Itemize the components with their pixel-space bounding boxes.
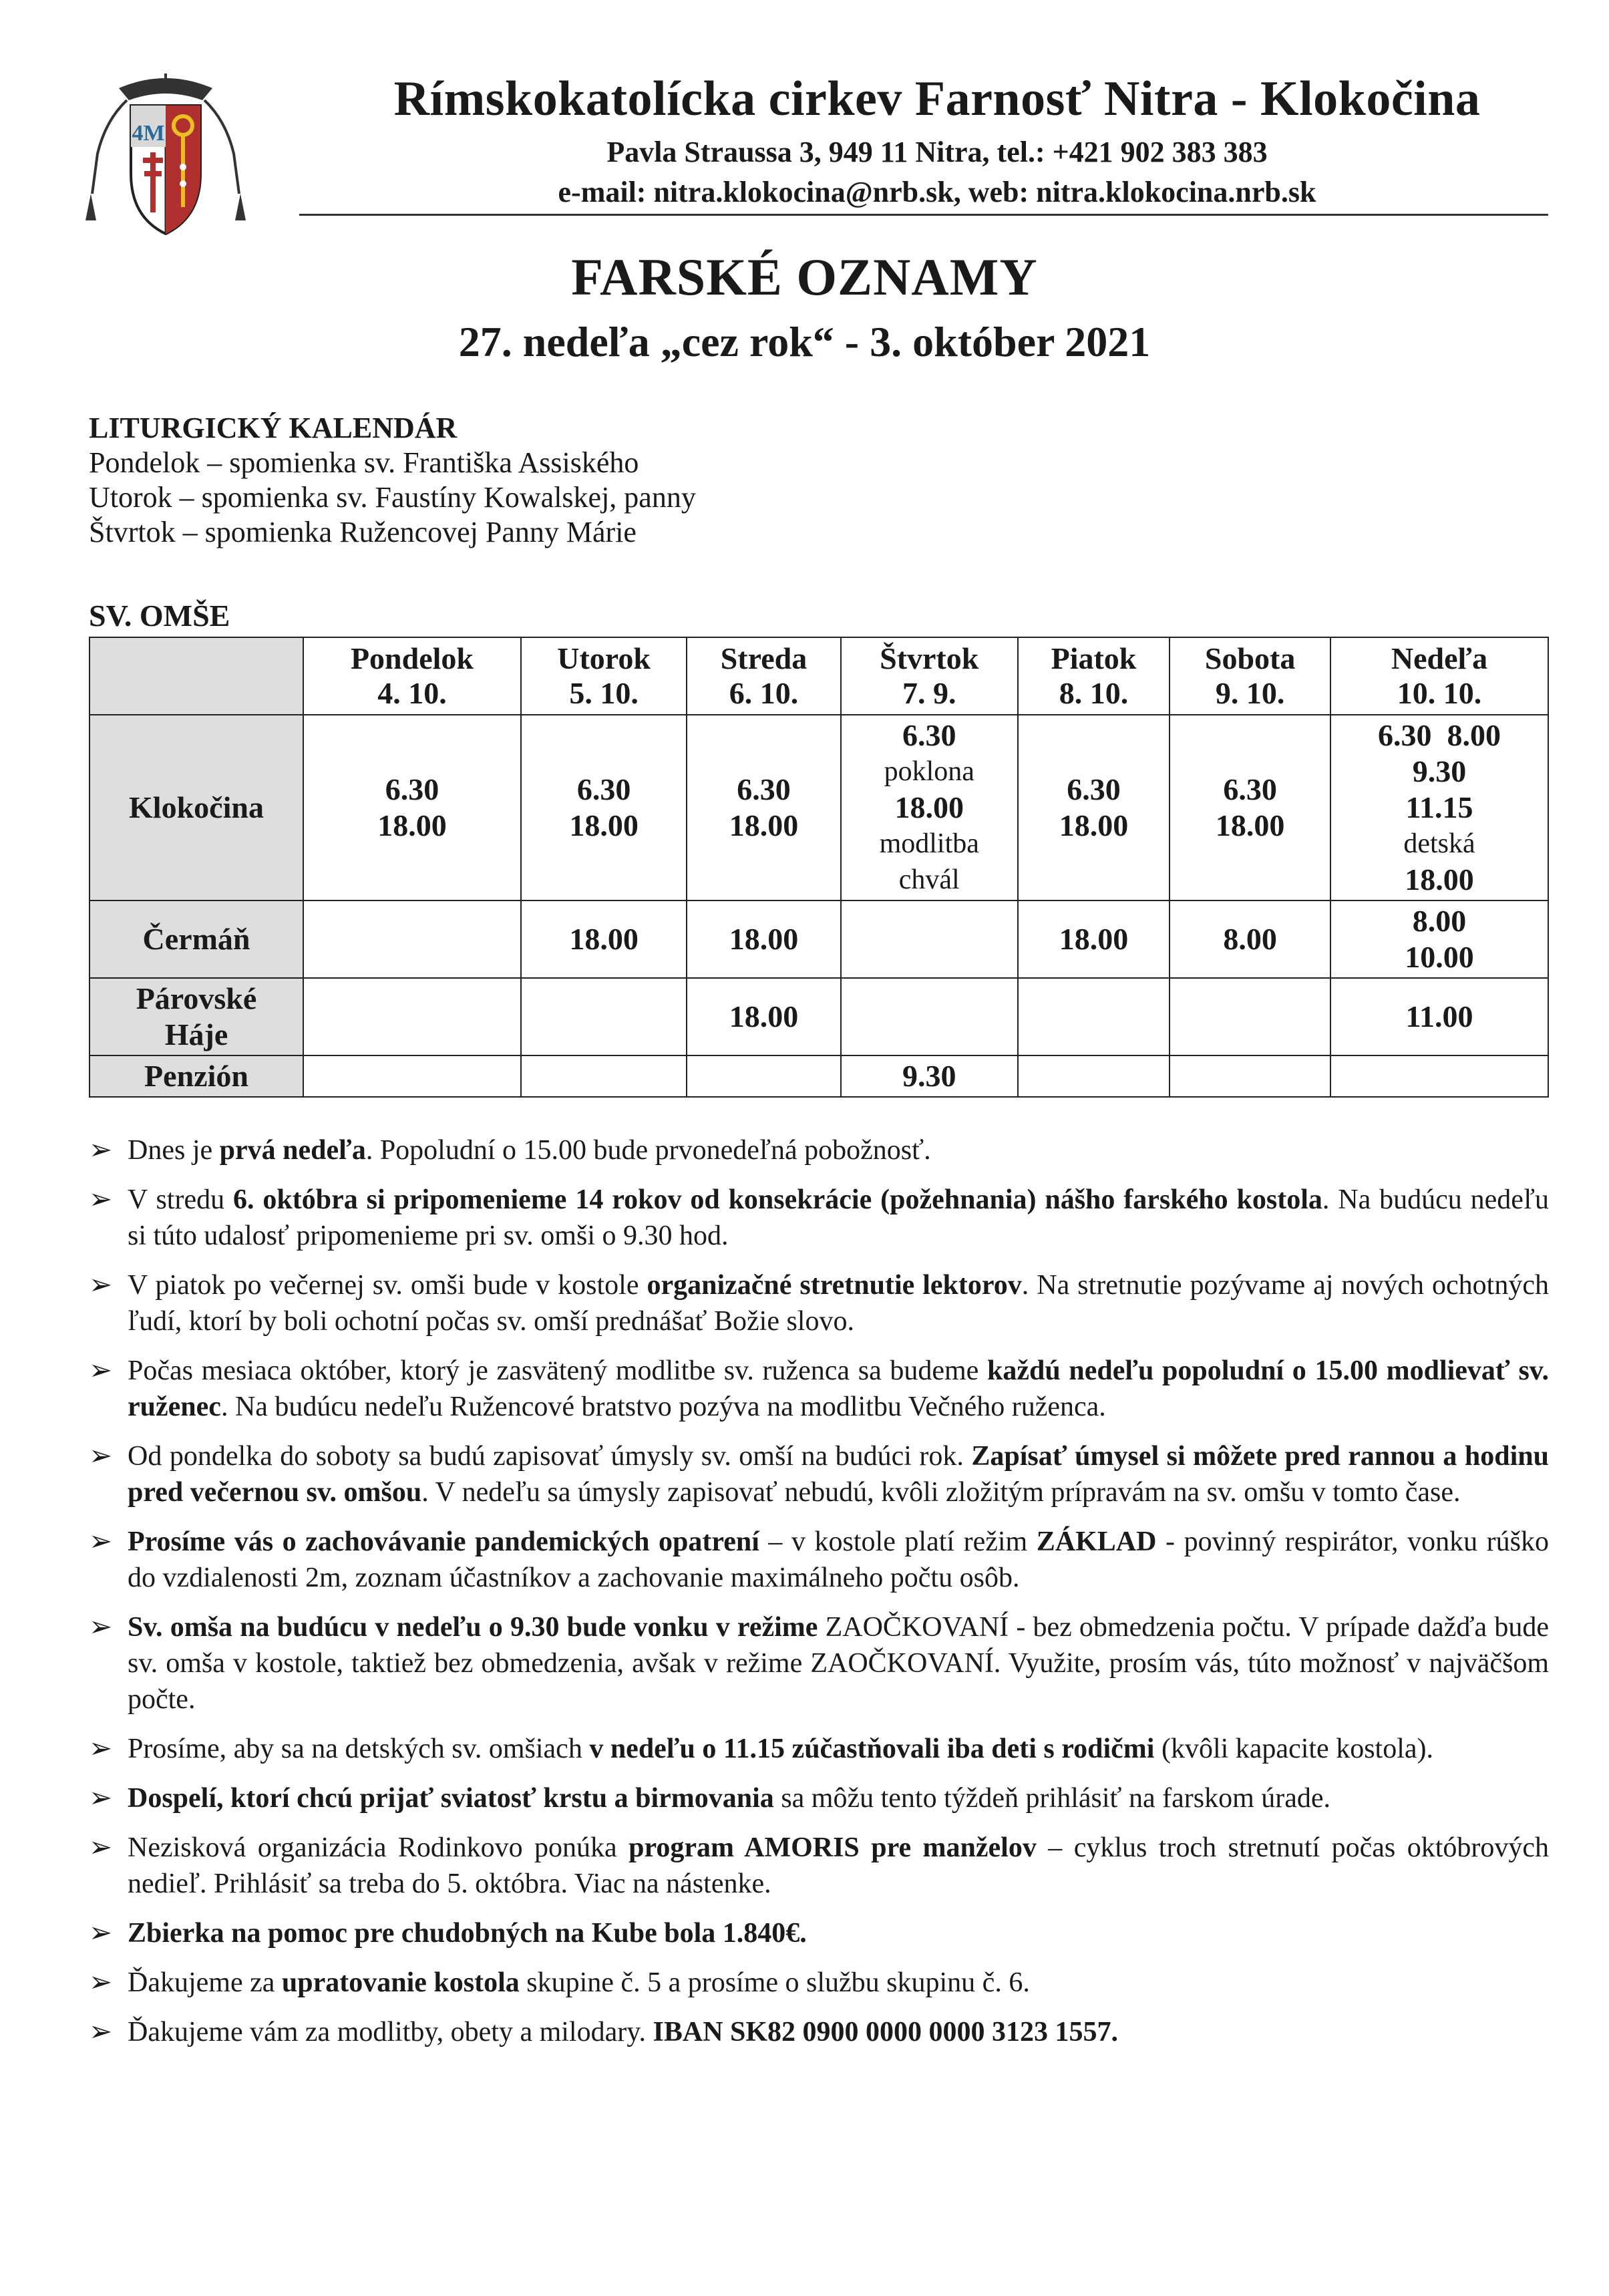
cell-parovske-mon [303,978,521,1055]
cell-klokocina-sun: 6.30 8.00 9.30 11.15 detská 18.00 [1330,715,1548,900]
table-row-cerman [90,900,1548,978]
crest-4m-text: 4M [132,121,165,146]
liturgical-calendar [89,411,696,550]
mass-schedule-table [89,637,1549,1098]
day-header-sat: Sobota 9. 10. [1170,637,1330,715]
cell-penzion-sun [1330,1055,1548,1097]
day-header-thu: Štvrtok 7. 9. [841,637,1018,715]
parish-contact: e-mail: nitra.klokocina@nrb.sk, web: nitra.klokocina.nrb.sk [558,176,1316,208]
arrow-bullet-icon: ➢ [89,1832,113,1863]
arrow-bullet-icon: ➢ [89,1184,113,1215]
crest-emblem [79,73,252,240]
announcement-item: ➢ Ďakujeme vám za modlitby, obety a milodary. IBAN SK82 0900 0000 0000 3123 1557. [89,2014,1549,2050]
calendar-heading: LITURGICKÝ KALENDÁR [89,412,458,444]
cell-klokocina-sat: 6.30 18.00 [1170,715,1330,900]
place-klokocina: Klokočina [90,715,303,900]
day-header-sun: Nedeľa 10. 10. [1330,637,1548,715]
cell-penzion-thu: 9.30 [841,1055,1018,1097]
day-header-mon: Pondelok 4. 10. [303,637,521,715]
cell-penzion-fri [1018,1055,1170,1097]
cell-parovske-sun: 11.00 [1330,978,1548,1055]
announcement-item: ➢ Prosíme, aby sa na detských sv. omšiach v nedeľu o 11.15 zúčastňovali iba deti s rodičmi (kvôli kapacite kostola). [89,1731,1549,1767]
cell-parovske-wed: 18.00 [687,978,840,1055]
cell-cerman-fri: 18.00 [1018,900,1170,978]
page-subtitle: 27. nedeľa „cez rok“ - 3. október 2021 [458,318,1151,365]
cell-klokocina-fri: 6.30 18.00 [1018,715,1170,900]
parish-crest [79,73,252,240]
cell-cerman-thu [841,900,1018,978]
cell-klokocina-mon: 6.30 18.00 [303,715,521,900]
arrow-bullet-icon: ➢ [89,1734,113,1764]
cell-cerman-sat: 8.00 [1170,900,1330,978]
parish-address: Pavla Straussa 3, 949 11 Nitra, tel.: +421 902 383 383 [606,136,1268,168]
cell-parovske-sat [1170,978,1330,1055]
announcement-item: ➢ Nezisková organizácia Rodinkovo ponúka program AMORIS pre manželov – cyklus troch stretnutí počas októbrových nedieľ. Prihlásiť sa treba do 5. októbra. Viac na nástenke. [89,1830,1549,1902]
header-divider [299,214,1548,216]
announcement-item: ➢ Prosíme vás o zachovávanie pandemických opatrení – v kostole platí režim ZÁKLAD - povinný respirátor, vonku rúško do vzdialenosti 2m, zoznam účastníkov a zachovanie maximálneho počtu osôb. [89,1524,1549,1596]
cell-cerman-mon [303,900,521,978]
table-row-parovske [90,978,1548,1055]
table-corner-cell [90,637,303,715]
announcement-item: ➢ Ďakujeme za upratovanie kostola skupine č. 5 a prosíme o službu skupinu č. 6. [89,1965,1549,2001]
announcements-list [89,1132,1549,2064]
arrow-bullet-icon: ➢ [89,1918,113,1949]
table-row-penzion [90,1055,1548,1097]
cell-klokocina-wed: 6.30 18.00 [687,715,840,900]
arrow-bullet-icon: ➢ [89,2017,113,2047]
announcement-item: ➢ Dospelí, ktorí chcú prijať sviatosť krstu a birmovania sa môžu tento týždeň prihlásiť na farskom úrade. [89,1780,1549,1816]
arrow-bullet-icon: ➢ [89,1526,113,1557]
arrow-bullet-icon: ➢ [89,1441,113,1472]
announcement-item: ➢ Dnes je prvá nedeľa. Popoludní o 15.00 bude prvonedeľná pobožnosť. [89,1132,1549,1168]
announcement-item: ➢ Zbierka na pomoc pre chudobných na Kube bola 1.840€. [89,1915,1549,1951]
place-parovske-haje: Párovské Háje [90,978,303,1055]
letterhead [79,67,1548,227]
place-penzion: Penzión [90,1055,303,1097]
page-title: FARSKÉ OZNAMY [571,248,1038,306]
day-header-wed: Streda 6. 10. [687,637,840,715]
cell-parovske-thu [841,978,1018,1055]
cell-cerman-sun: 8.00 10.00 [1330,900,1548,978]
cell-cerman-wed: 18.00 [687,900,840,978]
day-header-fri: Piatok 8. 10. [1018,637,1170,715]
cell-penzion-tue [521,1055,687,1097]
arrow-bullet-icon: ➢ [89,1355,113,1386]
cell-parovske-tue [521,978,687,1055]
calendar-line: Pondelok – spomienka sv. Františka Assiského [89,446,639,479]
announcement-item: ➢ Počas mesiaca október, ktorý je zasvätený modlitbe sv. ruženca sa budeme každú nedeľu popoludní o 15.00 modlievať sv. ruženec. Na budúcu nedeľu Ružencové bratstvo pozýva na modlitbu Večného ruženca. [89,1353,1549,1425]
cell-cerman-tue: 18.00 [521,900,687,978]
cell-klokocina-thu: 6.30 poklona 18.00 modlitba chvál [841,715,1018,900]
table-row-klokocina [90,715,1548,900]
day-header-tue: Utorok 5. 10. [521,637,687,715]
cell-klokocina-tue: 6.30 18.00 [521,715,687,900]
cell-penzion-mon [303,1055,521,1097]
calendar-line: Štvrtok – spomienka Ružencovej Panny Márie [89,516,637,548]
announcement-item: ➢ Sv. omša na budúcu v nedeľu o 9.30 bude vonku v režime ZAOČKOVANÍ - bez obmedzenia počtu. V prípade dažďa bude sv. omša v kostole, taktiež bez obmedzenia, avšak v režime ZAOČKOVANÍ. Využite, prosím vás, túto možnosť v najväčšom počte. [89,1609,1549,1717]
place-cerman: Čermáň [90,900,303,978]
cell-parovske-fri [1018,978,1170,1055]
announcement-item: ➢ V stredu 6. októbra si pripomenieme 14 rokov od konsekrácie (požehnania) nášho farského kostola. Na budúcu nedeľu si túto udalosť pripomenieme pri sv. omši o 9.30 hod. [89,1182,1549,1254]
cell-penzion-sat [1170,1055,1330,1097]
announcement-item: ➢ V piatok po večernej sv. omši bude v kostole organizačné stretnutie lektorov. Na stretnutie pozývame aj nových ochotných ľudí, ktorí by boli ochotní počas sv. omší prednášať Božie slovo. [89,1267,1549,1339]
calendar-line: Utorok – spomienka sv. Faustíny Kowalskej, panny [89,481,696,514]
arrow-bullet-icon: ➢ [89,1270,113,1301]
arrow-bullet-icon: ➢ [89,1967,113,1998]
announcement-item: ➢ Od pondelka do soboty sa budú zapisovať úmysly sv. omší na budúci rok. Zapísať úmysel si môžete pred rannou a hodinu pred večernou sv. omšou. V nedeľu sa úmysly zapisovať nebudú, kvôli zložitým prípravám na sv. omšu v tomto čase. [89,1438,1549,1510]
table-header-row [90,637,1548,715]
arrow-bullet-icon: ➢ [89,1783,113,1814]
arrow-bullet-icon: ➢ [89,1135,113,1166]
masses-heading: SV. OMŠE [89,599,230,633]
parish-name: Rímskokatolícka cirkev Farnosť Nitra - Klokočina [393,71,1481,126]
cell-penzion-wed [687,1055,840,1097]
arrow-bullet-icon: ➢ [89,1612,113,1643]
